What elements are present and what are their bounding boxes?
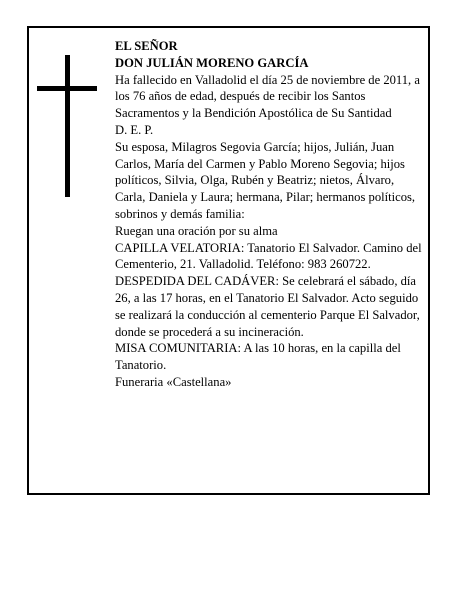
prayer-request: Ruegan una oración por su alma <box>115 223 278 238</box>
title-line-1: EL SEÑOR <box>115 39 178 53</box>
cross-horizontal-bar <box>37 86 97 91</box>
chapel-text: Tanatorio El Salvador. Camino del Cementerio, 21. Valladolid. Teléfono: 983 260722. <box>115 240 422 272</box>
death-info: Ha fallecido en Valladolid el día 25 de noviembre de 2011, a los 76 años de edad, después de recibir los Santos Sacramentos y la Bendición Apostólica de Su Santidad <box>115 72 420 121</box>
mass-paragraph <box>115 340 423 374</box>
rip-line: D. E. P. <box>115 122 154 137</box>
family-list: Su esposa, Milagros Segovia García; hijos, Julián, Juan Carlos, María del Carmen y Pablo Moreno Segovia; hijos políticos, Silvia, Olga, Rubén y Beatriz; nietos, Álvaro, Carla, Daniela y Laura; hermana, Pilar; hermanos políticos, sobrinos y demás familia: <box>115 139 416 221</box>
latin-cross-icon <box>37 55 97 197</box>
deceased-name: DON JULIÁN MORENO GARCÍA <box>115 55 309 70</box>
mass-text: A las 10 horas, en la capilla del Tanatorio. <box>115 341 401 373</box>
obituary-text <box>115 38 423 391</box>
cross-vertical-bar <box>65 55 70 197</box>
farewell-text: Se celebrará el sábado, día 26, a las 17 horas, en el Tanatorio El Salvador. Acto seguido se realizará la conducción al cementerio Parque El Salvador, donde se procederá a su incineración. <box>115 274 420 339</box>
chapel-label: CAPILLA VELATORIA: <box>115 240 245 255</box>
funeral-home: Funeraria «Castellana» <box>115 374 232 389</box>
farewell-label: DESPEDIDA DEL CADÁVER: <box>115 274 279 289</box>
chapel-paragraph <box>115 240 423 274</box>
mass-label: MISA COMUNITARIA: <box>115 341 241 356</box>
farewell-paragraph <box>115 273 423 340</box>
